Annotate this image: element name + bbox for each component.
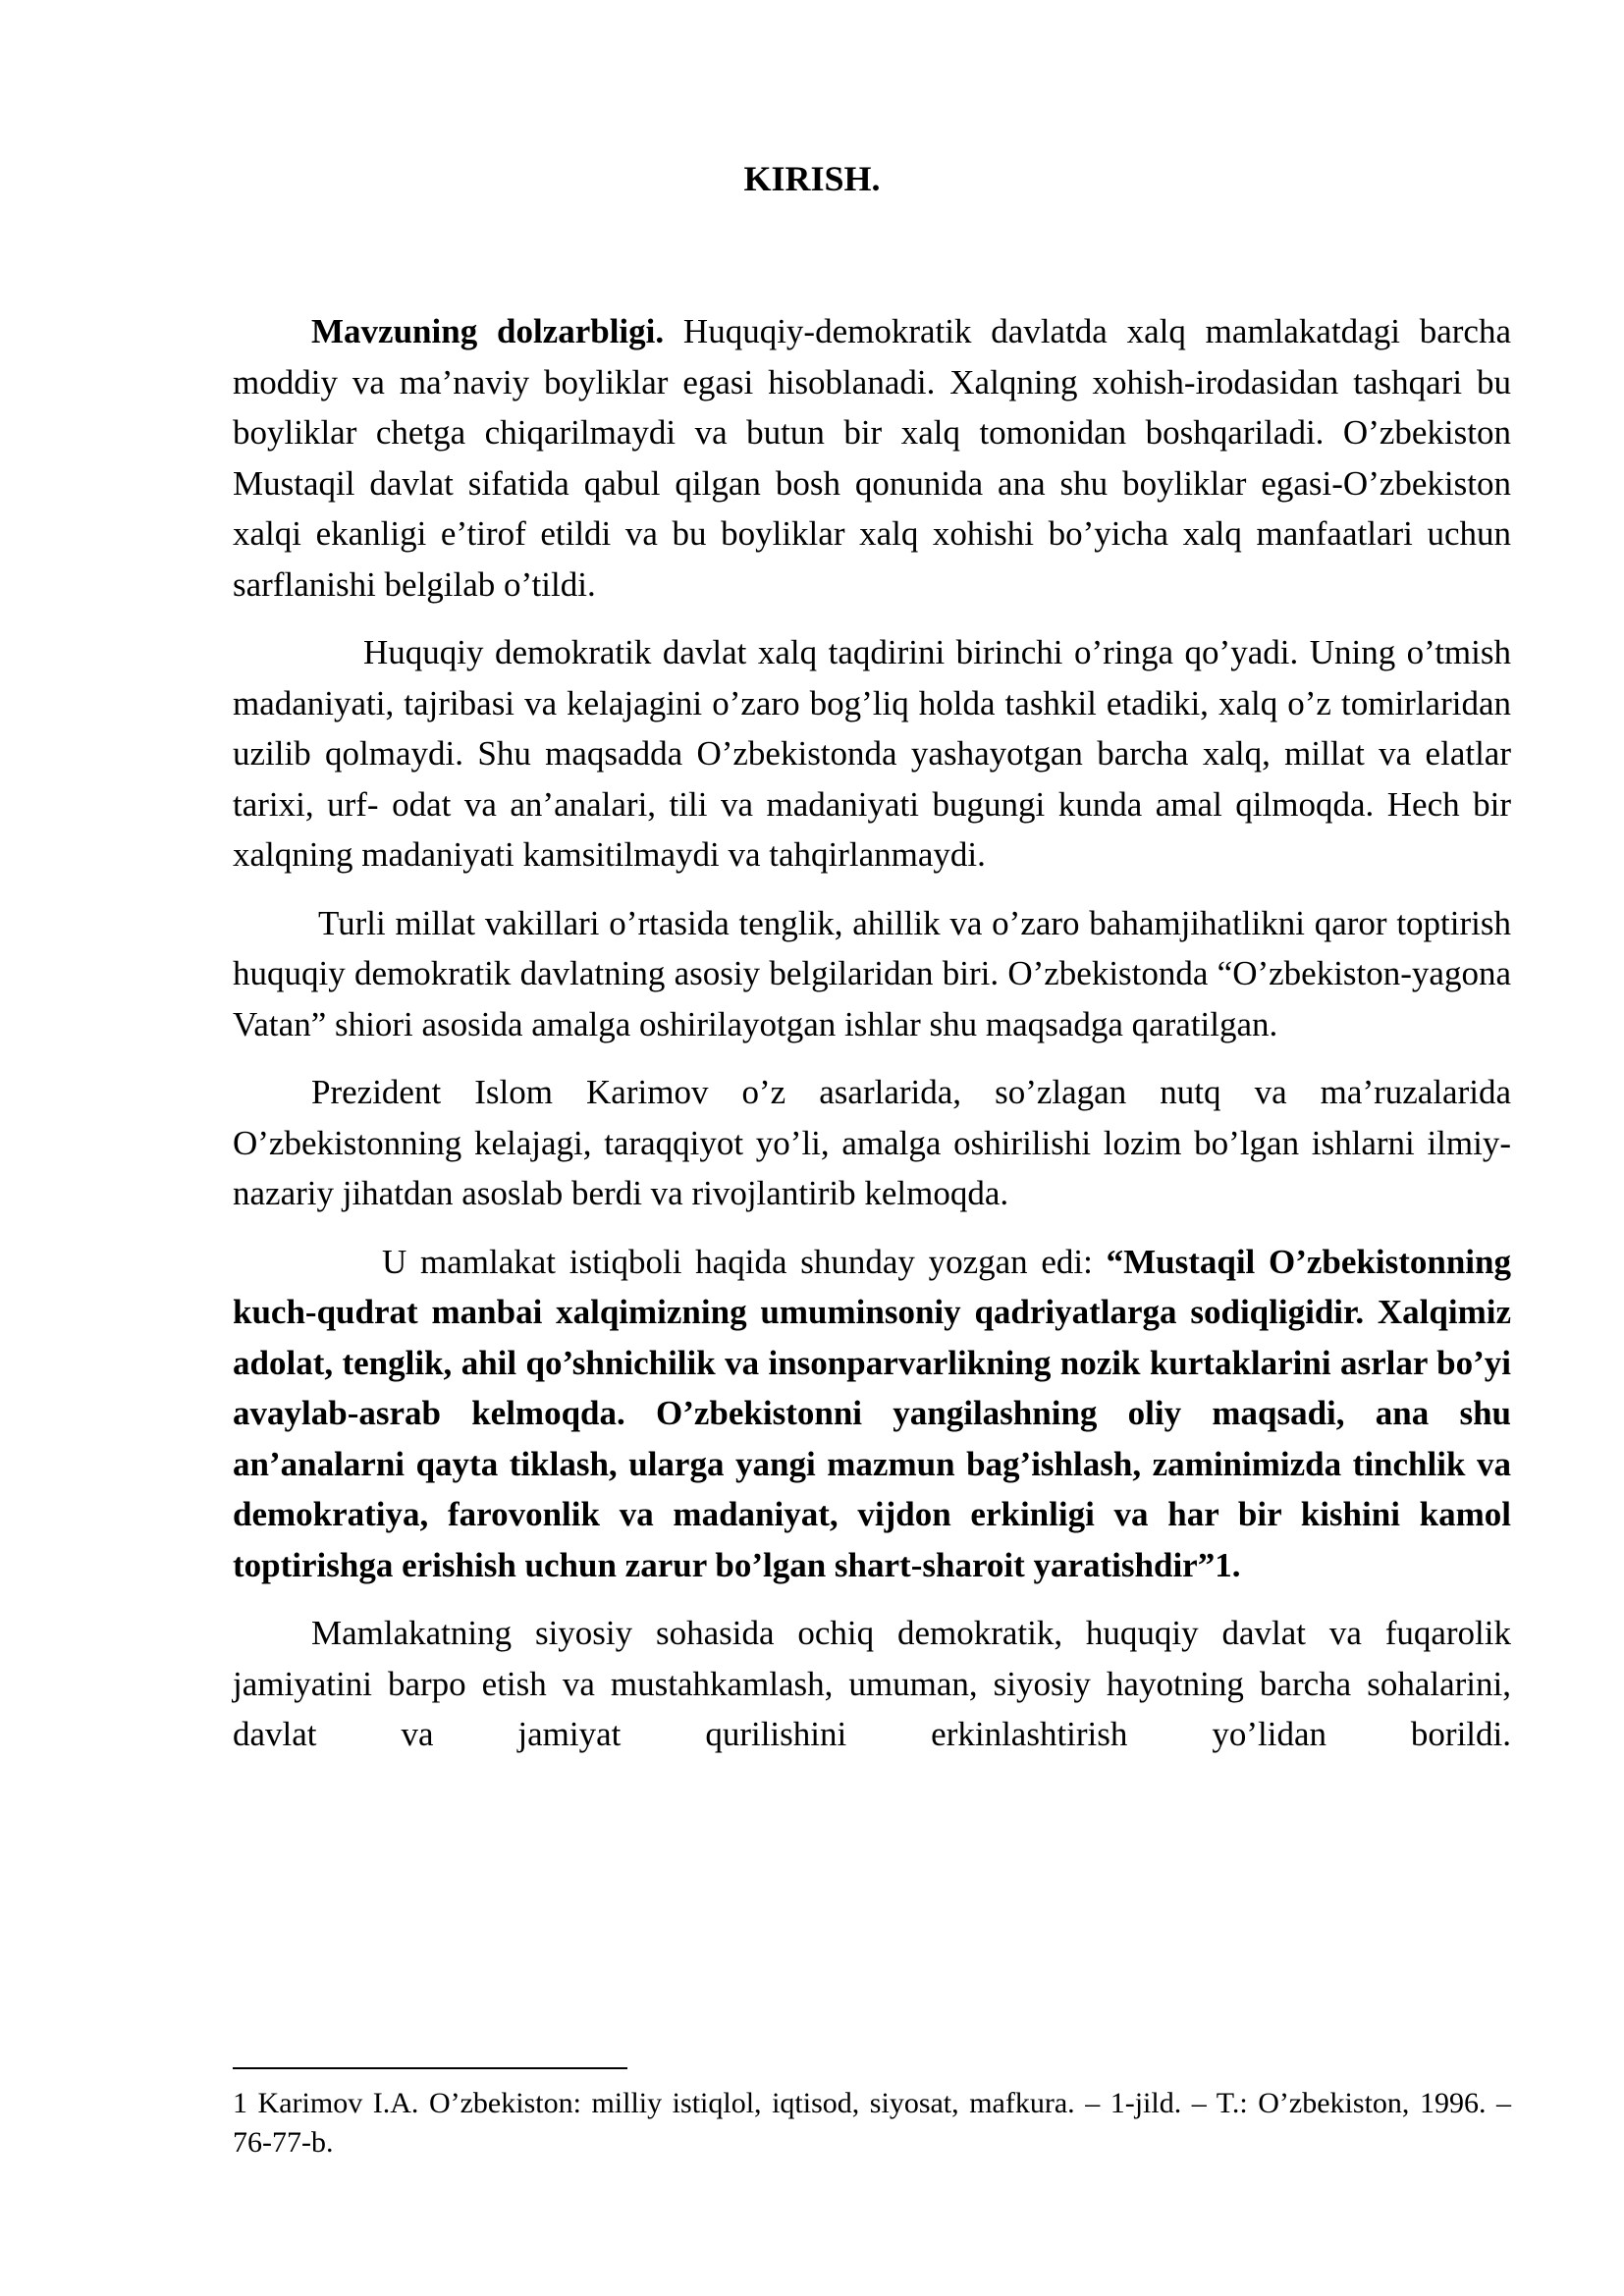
paragraph-text: Huquqiy-demokratik davlatda xalq mamlakatdagi barcha moddiy va ma’naviy boyliklar egasi hisoblanadi. Xalqning xohish-irodasidan tashqari bu boyliklar chetga chiqarilmaydi va butun bir xalq tomonidan boshqariladi. O’zbekiston Mustaqil davlat sifatida qabul qilgan bosh qonunida ana shu boyliklar egasi-O’zbekiston xalqi ekanligi e’tirof etildi va bu boyliklar xalq xohishi bo’yicha xalq manfaatlari uchun sarflanishi belgilab o’tildi. [233, 312, 1511, 604]
paragraph-relevance [233, 306, 1511, 610]
paragraph-nations-equality: Turli millat vakillari o’rtasida tenglik, ahillik va o’zaro bahamjihatlikni qaror toptirish huquqiy demokratik davlatning asosiy belgilaridan biri. O’zbekistonda “O’zbekiston-yagona Vatan” shiori asosida amalga oshirilayotgan ishlar shu maqsadga qaratilgan. [233, 903, 1511, 1043]
page-title: KIRISH. [743, 159, 881, 198]
paragraph-political-sphere: Mamlakatning siyosiy sohasida ochiq demokratik, huquqiy davlat va fuqarolik jamiyatini barpo etish va mustahkamlash, umuman, siyosiy hayotning barcha sohalarini, davlat va jamiyat qurilishini erkinlashtirish yo’lidan borildi. [233, 1614, 1511, 1753]
paragraph-democratic-state: Huquqiy demokratik davlat xalq taqdirini birinchi o’ringa qo’yadi. Uning o’tmish madaniyati, tajribasi va kelajagini o’zaro bog’liq holda tashkil etadiki, xalq o’z tomirlaridan uzilib qolmaydi. Shu maqsadda O’zbekistonda yashayotgan barcha xalq, millat va elatlar tarixi, urf- odat va an’analari, tili va madaniyati bugungi kunda amal qilmoqda. Hech bir xalqning madaniyati kamsitilmaydi va tahqirlanmaydi. [233, 633, 1511, 874]
quote-text: “Mustaqil O’zbekistonning kuch-qudrat manbai xalqimizning umuminsoniy qadriyatlarga sodiqligidir. Xalqimiz adolat, tenglik, ahil qo’shnichilik va insonparvarlikning nozik kurtaklarini asrlar bo’yi avaylab-asrab kelmoqda. O’zbekistonni yangilashning oliy maqsadi, ana shu an’analarni qayta tiklash, ularga yangi mazmun bag’ishlash, zaminimizda tinchlik va demokratiya, farovonlik va madaniyat, vijdon erkinligi va har bir kishini kamol toptirishga erishish uchun zarur bo’lgan shart-sharoit yaratishdir”1. [233, 1242, 1511, 1584]
document-body [233, 306, 1511, 1778]
paragraph-president-works: Prezident Islom Karimov o’z asarlarida, so’zlagan nutq va ma’ruzalarida O’zbekistonning kelajagi, taraqqiyot yo’li, amalga oshirilishi lozim bo’lgan ishlarni ilmiy-nazariy jihatdan asoslab berdi va rivojlantirib kelmoqda. [233, 1073, 1511, 1212]
footnote: 1 Karimov I.A. O’zbekiston: milliy istiqlol, iqtisod, siyosat, mafkura. – 1-jild. – T.: O’zbekiston, 1996. – 76-77-b. [233, 2087, 1511, 2159]
paragraph-lead-term: Mavzuning dolzarbligi. [311, 312, 665, 350]
paragraph-quote [233, 1237, 1511, 1591]
footnote-separator [233, 2067, 627, 2069]
paragraph-quote-intro: U mamlakat istiqboli haqida shunday yozgan edi: [382, 1242, 1107, 1281]
